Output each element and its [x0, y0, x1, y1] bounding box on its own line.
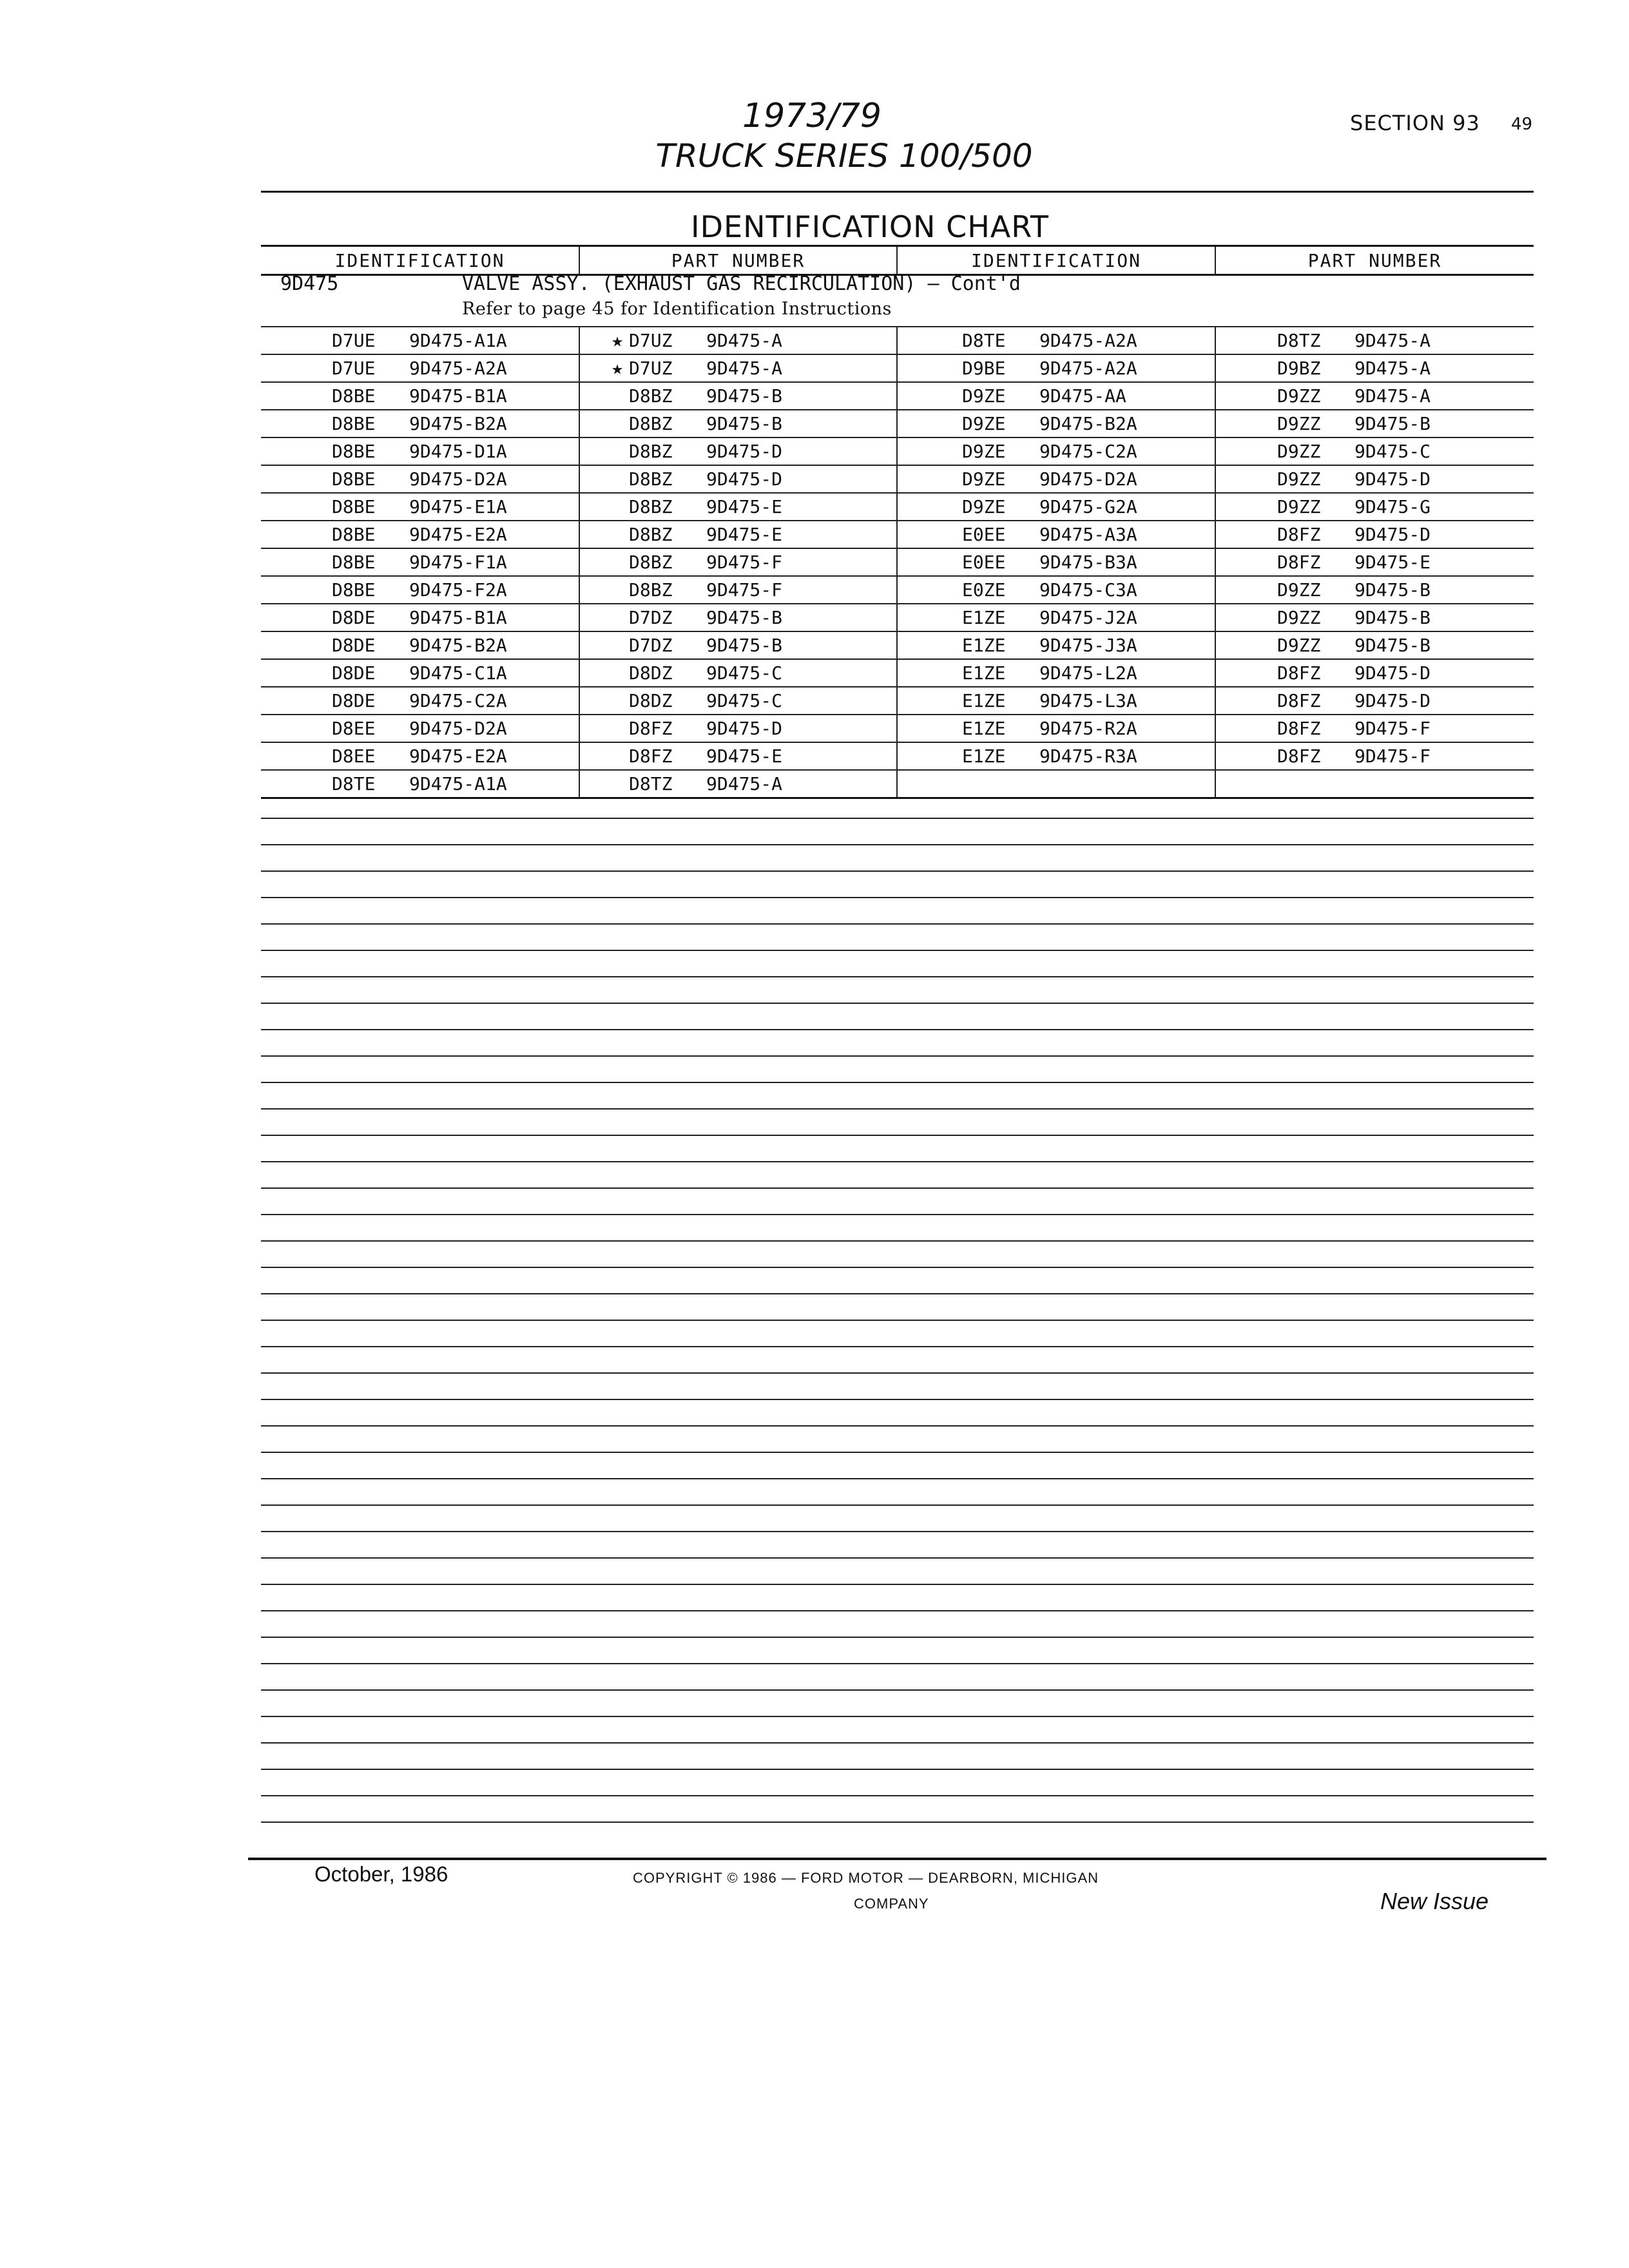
id-prefix: E1ZE	[962, 607, 1006, 628]
id-number: 9D475-A2A	[1039, 330, 1137, 351]
identification-cell	[261, 715, 579, 742]
part-number-cell	[1215, 465, 1534, 493]
table-row	[261, 742, 1534, 770]
part-prefix: D8BZ	[629, 524, 673, 545]
id-prefix: E1ZE	[962, 745, 1006, 767]
part-prefix: D8DZ	[629, 662, 673, 684]
table-row	[261, 576, 1534, 604]
id-prefix: E0EE	[962, 524, 1006, 545]
table-row	[261, 521, 1534, 548]
part-prefix: D7UZ	[629, 330, 673, 351]
part-number: 9D475-B	[1354, 607, 1431, 628]
id-prefix: D8TE	[332, 773, 376, 794]
part-number-cell	[1215, 687, 1534, 715]
page-number: 49	[1511, 115, 1533, 134]
identification-cell	[261, 521, 579, 548]
id-number: 9D475-B2A	[1039, 413, 1137, 434]
part-prefix: D8FZ	[1277, 662, 1321, 684]
id-number: 9D475-D2A	[1039, 468, 1137, 490]
part-number: 9D475-D	[1354, 690, 1431, 711]
id-prefix: D9ZE	[962, 496, 1006, 517]
identification-cell	[897, 715, 1215, 742]
blank-line	[261, 1559, 1534, 1585]
blank-line	[261, 1611, 1534, 1638]
part-number-cell	[579, 327, 897, 354]
part-prefix: D8BZ	[629, 552, 673, 573]
part-number: 9D475-B	[706, 385, 783, 407]
id-number: 9D475-D1A	[409, 441, 507, 462]
blank-line	[261, 1664, 1534, 1691]
id-number: 9D475-C3A	[1039, 579, 1137, 601]
blank-line	[261, 1321, 1534, 1347]
identification-cell	[897, 521, 1215, 548]
identification-cell	[261, 548, 579, 576]
part-prefix: D8BZ	[629, 413, 673, 434]
part-number-cell	[579, 548, 897, 576]
blank-line	[261, 1242, 1534, 1268]
id-number: 9D475-J2A	[1039, 607, 1137, 628]
part-number: 9D475-B	[1354, 579, 1431, 601]
id-number: 9D475-B2A	[409, 635, 507, 656]
id-number: 9D475-J3A	[1039, 635, 1137, 656]
part-number: 9D475-A	[1354, 358, 1431, 379]
part-number-cell	[1215, 382, 1534, 410]
id-number: 9D475-A2A	[409, 358, 507, 379]
table-body	[261, 327, 1534, 798]
id-number: 9D475-G2A	[1039, 496, 1137, 517]
id-prefix: D8EE	[332, 745, 376, 767]
identification-cell	[261, 437, 579, 465]
blank-line	[261, 1057, 1534, 1083]
part-prefix: D9BZ	[1277, 358, 1321, 379]
part-number-cell	[1215, 631, 1534, 659]
part-prefix: D8FZ	[1277, 690, 1321, 711]
part-number-cell	[1215, 354, 1534, 382]
id-prefix: D8BE	[332, 468, 376, 490]
part-prefix: D8FZ	[629, 745, 673, 767]
part-prefix: D7DZ	[629, 607, 673, 628]
part-number-cell	[1215, 548, 1534, 576]
star-icon: ★	[611, 357, 624, 380]
part-number: 9D475-A	[706, 773, 783, 794]
part-prefix: D8TZ	[629, 773, 673, 794]
part-number-cell	[579, 410, 897, 437]
id-prefix: E1ZE	[962, 635, 1006, 656]
identification-cell	[261, 493, 579, 521]
part-prefix: D8BZ	[629, 385, 673, 407]
blank-line	[261, 1110, 1534, 1136]
blank-line	[261, 1136, 1534, 1162]
part-number-cell	[1215, 437, 1534, 465]
part-prefix: D9ZZ	[1277, 607, 1321, 628]
part-number-cell	[1215, 715, 1534, 742]
identification-cell	[261, 354, 579, 382]
part-number-cell	[1215, 493, 1534, 521]
blank-line	[261, 819, 1534, 845]
part-number: 9D475-A	[1354, 385, 1431, 407]
part-prefix: D8FZ	[1277, 552, 1321, 573]
part-prefix: D8DZ	[629, 690, 673, 711]
blank-line	[261, 1083, 1534, 1110]
id-number: 9D475-A3A	[1039, 524, 1137, 545]
header-section: SECTION 93	[1350, 111, 1480, 135]
column-header-identification-1: IDENTIFICATION	[261, 246, 579, 275]
id-prefix: D9ZE	[962, 413, 1006, 434]
id-prefix: D8DE	[332, 635, 376, 656]
id-number: 9D475-B1A	[409, 607, 507, 628]
identification-cell	[897, 576, 1215, 604]
id-number: 9D475-A1A	[409, 330, 507, 351]
part-prefix: D9ZZ	[1277, 385, 1321, 407]
part-prefix: D8TZ	[1277, 330, 1321, 351]
blank-line	[261, 951, 1534, 977]
part-number-cell	[579, 715, 897, 742]
part-prefix: D8BZ	[629, 579, 673, 601]
part-prefix: D8BZ	[629, 496, 673, 517]
part-number-cell	[579, 465, 897, 493]
refer-row	[261, 302, 1534, 327]
blank-line	[261, 1400, 1534, 1427]
part-number-cell	[579, 631, 897, 659]
blank-line	[261, 1717, 1534, 1744]
part-number: 9D475-D	[706, 468, 783, 490]
part-number: 9D475-A	[1354, 330, 1431, 351]
part-prefix: D7UZ	[629, 358, 673, 379]
part-number-cell	[1215, 604, 1534, 631]
blank-line	[261, 898, 1534, 925]
part-prefix: D9ZZ	[1277, 496, 1321, 517]
id-prefix: D8BE	[332, 524, 376, 545]
id-number: 9D475-E2A	[409, 524, 507, 545]
id-prefix: D7UE	[332, 330, 376, 351]
part-prefix: D7DZ	[629, 635, 673, 656]
part-number-cell	[579, 659, 897, 687]
id-number: 9D475-C2A	[409, 690, 507, 711]
group-code: 9D475	[280, 273, 339, 295]
blank-line	[261, 1770, 1534, 1796]
part-number-cell	[579, 687, 897, 715]
blank-line	[261, 977, 1534, 1004]
identification-cell	[261, 659, 579, 687]
part-prefix: D8BZ	[629, 468, 673, 490]
blank-line	[261, 1215, 1534, 1242]
id-number: 9D475-F2A	[409, 579, 507, 601]
part-number: 9D475-D	[1354, 662, 1431, 684]
id-prefix: D8BE	[332, 552, 376, 573]
part-number-cell	[579, 604, 897, 631]
part-number-cell	[1215, 327, 1534, 354]
table-header-row	[261, 246, 1534, 275]
blank-line	[261, 1796, 1534, 1823]
id-number: 9D475-A1A	[409, 773, 507, 794]
table-row	[261, 465, 1534, 493]
identification-cell	[897, 354, 1215, 382]
group-name: VALVE ASSY. (EXHAUST GAS RECIRCULATION) — Cont'd	[462, 273, 1021, 295]
column-header-part-number-2: PART NUMBER	[1215, 246, 1534, 275]
header-series: TRUCK SERIES 100/500	[655, 137, 1033, 175]
part-number: 9D475-B	[706, 635, 783, 656]
blank-line	[261, 1453, 1534, 1479]
id-prefix: D8BE	[332, 496, 376, 517]
blank-line	[261, 1585, 1534, 1611]
blank-line	[261, 1427, 1534, 1453]
part-number-cell	[1215, 576, 1534, 604]
blank-line	[261, 793, 1534, 819]
identification-cell	[897, 659, 1215, 687]
blank-line	[261, 872, 1534, 898]
part-number: 9D475-E	[706, 524, 783, 545]
id-number: 9D475-D2A	[409, 468, 507, 490]
table-row	[261, 493, 1534, 521]
header-rule	[261, 191, 1534, 193]
id-number: 9D475-R3A	[1039, 745, 1137, 767]
blank-line	[261, 1347, 1534, 1374]
blank-line	[261, 1268, 1534, 1294]
part-number-cell	[579, 354, 897, 382]
part-prefix: D9ZZ	[1277, 579, 1321, 601]
table-row	[261, 687, 1534, 715]
blank-line	[261, 1374, 1534, 1400]
part-number: 9D475-F	[706, 552, 783, 573]
part-number: 9D475-D	[1354, 524, 1431, 545]
part-number-cell	[579, 521, 897, 548]
id-prefix: D9ZE	[962, 385, 1006, 407]
part-number: 9D475-B	[1354, 413, 1431, 434]
id-number: 9D475-L2A	[1039, 662, 1137, 684]
blank-line	[261, 1004, 1534, 1030]
part-prefix: D9ZZ	[1277, 441, 1321, 462]
identification-cell	[261, 631, 579, 659]
id-prefix: E0ZE	[962, 579, 1006, 601]
part-number-cell	[579, 382, 897, 410]
id-number: 9D475-E2A	[409, 745, 507, 767]
table-row	[261, 715, 1534, 742]
table-row	[261, 327, 1534, 354]
part-prefix: D8FZ	[629, 718, 673, 739]
identification-cell	[897, 631, 1215, 659]
header-year-range: 1973/79	[742, 97, 882, 135]
identification-cell	[261, 576, 579, 604]
table-row	[261, 604, 1534, 631]
id-prefix: E1ZE	[962, 662, 1006, 684]
id-prefix: D7UE	[332, 358, 376, 379]
id-number: 9D475-F1A	[409, 552, 507, 573]
id-prefix: D8EE	[332, 718, 376, 739]
table-row	[261, 631, 1534, 659]
part-prefix: D9ZZ	[1277, 413, 1321, 434]
identification-cell	[897, 548, 1215, 576]
id-prefix: D9BE	[962, 358, 1006, 379]
identification-table	[261, 245, 1534, 799]
part-prefix: D8FZ	[1277, 745, 1321, 767]
part-number: 9D475-C	[1354, 441, 1431, 462]
part-number-cell	[1215, 742, 1534, 770]
id-prefix: D8DE	[332, 690, 376, 711]
part-number: 9D475-B	[706, 607, 783, 628]
table-row	[261, 354, 1534, 382]
id-prefix: D9ZE	[962, 441, 1006, 462]
identification-cell	[897, 437, 1215, 465]
id-prefix: D8DE	[332, 662, 376, 684]
id-number: 9D475-D2A	[409, 718, 507, 739]
table-row	[261, 437, 1534, 465]
id-prefix: E0EE	[962, 552, 1006, 573]
part-number-cell	[579, 576, 897, 604]
id-prefix: D8TE	[962, 330, 1006, 351]
part-number: 9D475-C	[706, 690, 783, 711]
identification-cell	[897, 410, 1215, 437]
id-prefix: D8BE	[332, 441, 376, 462]
identification-cell	[897, 382, 1215, 410]
column-header-identification-2: IDENTIFICATION	[897, 246, 1215, 275]
blank-line	[261, 1162, 1534, 1189]
id-prefix: E1ZE	[962, 718, 1006, 739]
id-prefix: D9ZE	[962, 468, 1006, 490]
part-number: 9D475-F	[1354, 718, 1431, 739]
footer-date: October, 1986	[314, 1862, 448, 1886]
part-prefix: D8BZ	[629, 441, 673, 462]
part-number: 9D475-D	[706, 718, 783, 739]
part-number-cell	[579, 742, 897, 770]
part-number: 9D475-D	[1354, 468, 1431, 490]
footer-rule	[248, 1858, 1547, 1860]
part-number: 9D475-F	[1354, 745, 1431, 767]
identification-cell	[897, 742, 1215, 770]
blank-ruled-lines	[261, 793, 1534, 1823]
identification-cell	[261, 327, 579, 354]
identification-cell	[897, 604, 1215, 631]
part-number-cell	[1215, 521, 1534, 548]
part-prefix: D8FZ	[1277, 718, 1321, 739]
part-number: 9D475-E	[1354, 552, 1431, 573]
part-number: 9D475-F	[706, 579, 783, 601]
id-number: 9D475-B1A	[409, 385, 507, 407]
blank-line	[261, 1532, 1534, 1559]
part-number: 9D475-D	[706, 441, 783, 462]
identification-cell	[897, 327, 1215, 354]
part-prefix: D9ZZ	[1277, 468, 1321, 490]
footer-issue: New Issue	[1380, 1888, 1489, 1914]
id-number: 9D475-A2A	[1039, 358, 1137, 379]
blank-line	[261, 1479, 1534, 1506]
blank-line	[261, 925, 1534, 951]
star-icon: ★	[611, 329, 624, 352]
id-prefix: D8BE	[332, 385, 376, 407]
part-number: 9D475-E	[706, 745, 783, 767]
refer-note: Refer to page 45 for Identification Instructions	[462, 299, 892, 319]
id-number: 9D475-L3A	[1039, 690, 1137, 711]
id-prefix: D8DE	[332, 607, 376, 628]
part-number-cell	[579, 493, 897, 521]
blank-line	[261, 1744, 1534, 1770]
identification-cell	[261, 687, 579, 715]
blank-line	[261, 1691, 1534, 1717]
part-number: 9D475-G	[1354, 496, 1431, 517]
identification-cell	[897, 687, 1215, 715]
identification-cell	[261, 465, 579, 493]
id-prefix: E1ZE	[962, 690, 1006, 711]
blank-line	[261, 1638, 1534, 1664]
chart-title: IDENTIFICATION CHART	[691, 209, 1049, 244]
part-number: 9D475-A	[706, 330, 783, 351]
id-number: 9D475-R2A	[1039, 718, 1137, 739]
part-prefix: D8FZ	[1277, 524, 1321, 545]
part-number-cell	[1215, 659, 1534, 687]
table-row	[261, 410, 1534, 437]
part-prefix: D9ZZ	[1277, 635, 1321, 656]
identification-cell	[897, 465, 1215, 493]
id-number: 9D475-C2A	[1039, 441, 1137, 462]
part-number: 9D475-C	[706, 662, 783, 684]
blank-line	[261, 1030, 1534, 1057]
table-row	[261, 382, 1534, 410]
id-number: 9D475-B3A	[1039, 552, 1137, 573]
identification-cell	[261, 604, 579, 631]
identification-cell	[897, 493, 1215, 521]
blank-line	[261, 1189, 1534, 1215]
part-number: 9D475-E	[706, 496, 783, 517]
identification-cell	[261, 742, 579, 770]
part-number-cell	[579, 437, 897, 465]
id-number: 9D475-AA	[1039, 385, 1126, 407]
part-number-cell	[1215, 410, 1534, 437]
id-number: 9D475-C1A	[409, 662, 507, 684]
table-row	[261, 548, 1534, 576]
footer-copyright: COPYRIGHT © 1986 — FORD MOTOR — DEARBORN, MICHIGAN	[633, 1870, 1099, 1886]
blank-line	[261, 1294, 1534, 1321]
blank-line	[261, 1506, 1534, 1532]
column-header-part-number-1: PART NUMBER	[579, 246, 897, 275]
table-row	[261, 659, 1534, 687]
id-prefix: D8BE	[332, 579, 376, 601]
identification-cell	[261, 410, 579, 437]
id-number: 9D475-E1A	[409, 496, 507, 517]
id-number: 9D475-B2A	[409, 413, 507, 434]
footer-company: COMPANY	[854, 1896, 929, 1912]
blank-line	[261, 845, 1534, 872]
part-number: 9D475-B	[706, 413, 783, 434]
identification-cell	[261, 382, 579, 410]
part-number: 9D475-B	[1354, 635, 1431, 656]
id-prefix: D8BE	[332, 413, 376, 434]
part-number: 9D475-A	[706, 358, 783, 379]
